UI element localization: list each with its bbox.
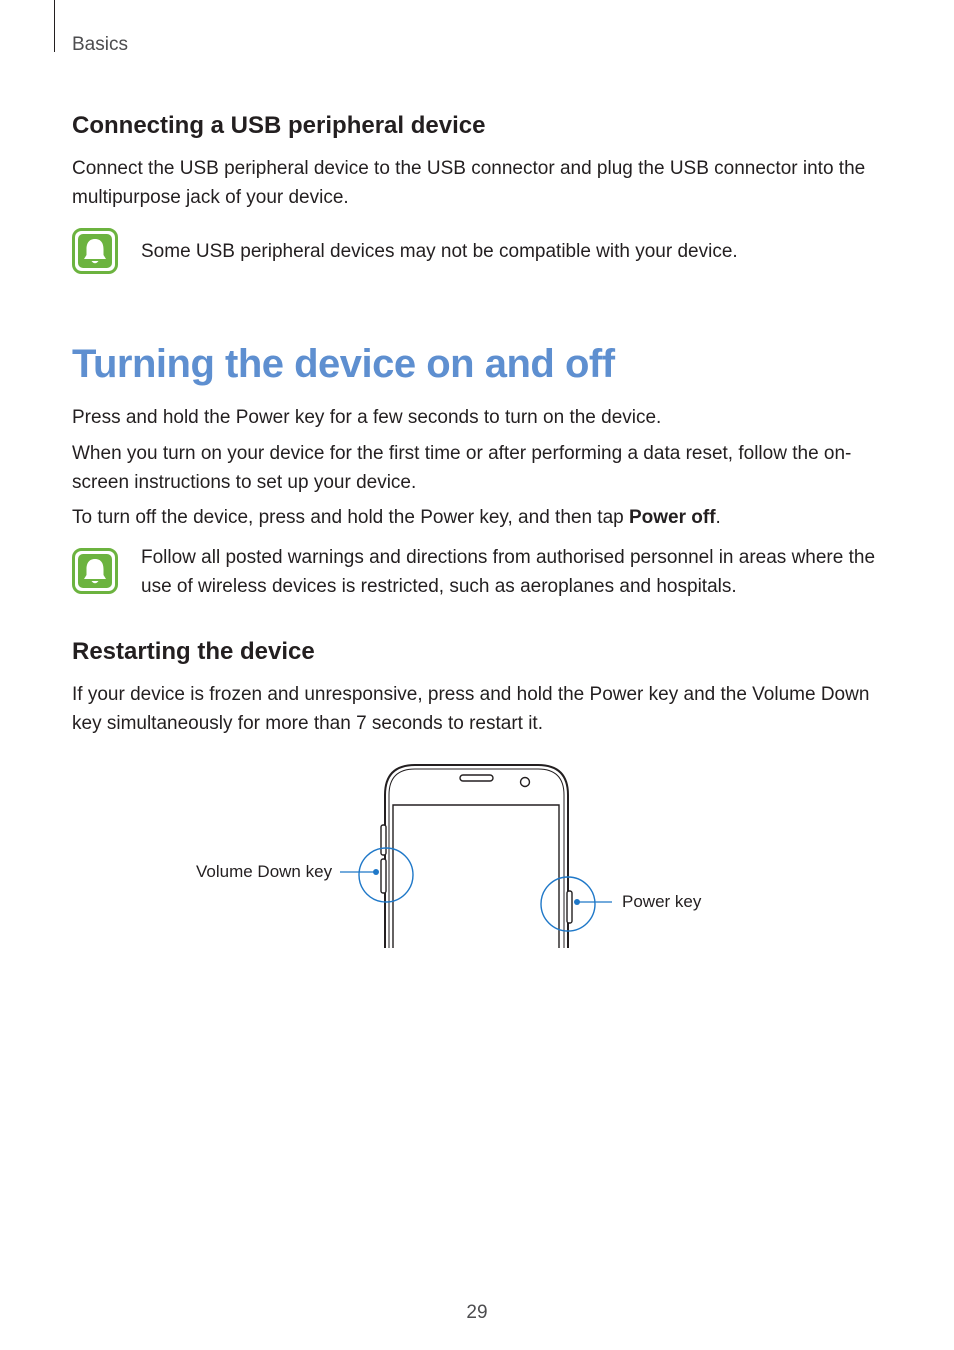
section-heading-usb: Connecting a USB peripheral device: [72, 112, 486, 139]
first-time-setup-text: When you turn on your device for the first time or after performing a data reset, follow the on-screen instructions to set up your device.: [72, 443, 852, 493]
power-on-text: Press and hold the Power key for a few seconds to turn on the device.: [72, 407, 662, 428]
power-key-label: Power key: [622, 892, 702, 911]
volume-down-key-label: Volume Down key: [196, 862, 333, 881]
note-text: Some USB peripheral devices may not be compatible with your device.: [141, 241, 738, 262]
power-off-text-lead: To turn off the device, press and hold the Power key, and then tap: [72, 507, 629, 528]
bell-icon: [72, 228, 118, 274]
power-off-text-end: .: [715, 507, 721, 528]
page-number: 29: [466, 1302, 488, 1323]
note-text: Follow all posted warnings and directions from authorised personnel in areas where the use of wireless devices is restricted, such as aeroplanes and hospitals.: [141, 547, 876, 597]
usb-body-text: Connect the USB peripheral device to the USB connector and plug the USB connector into the multipurpose jack of your device.: [72, 158, 866, 208]
phone-drawing: [180, 755, 740, 955]
power-off-text: [72, 503, 884, 532]
margin-rule: [54, 0, 55, 52]
bell-icon: [72, 548, 118, 594]
page-title: Turning the device on and off: [72, 342, 615, 386]
restart-body-text: If your device is frozen and unresponsive, press and hold the Power key and the Volume Down key simultaneously for more than 7 seconds to restart it.: [72, 684, 870, 734]
section-heading-restart: Restarting the device: [72, 638, 315, 665]
power-off-emphasis: Power off: [628, 507, 716, 528]
device-keys-illustration: [180, 755, 740, 955]
running-header: Basics: [72, 34, 128, 55]
